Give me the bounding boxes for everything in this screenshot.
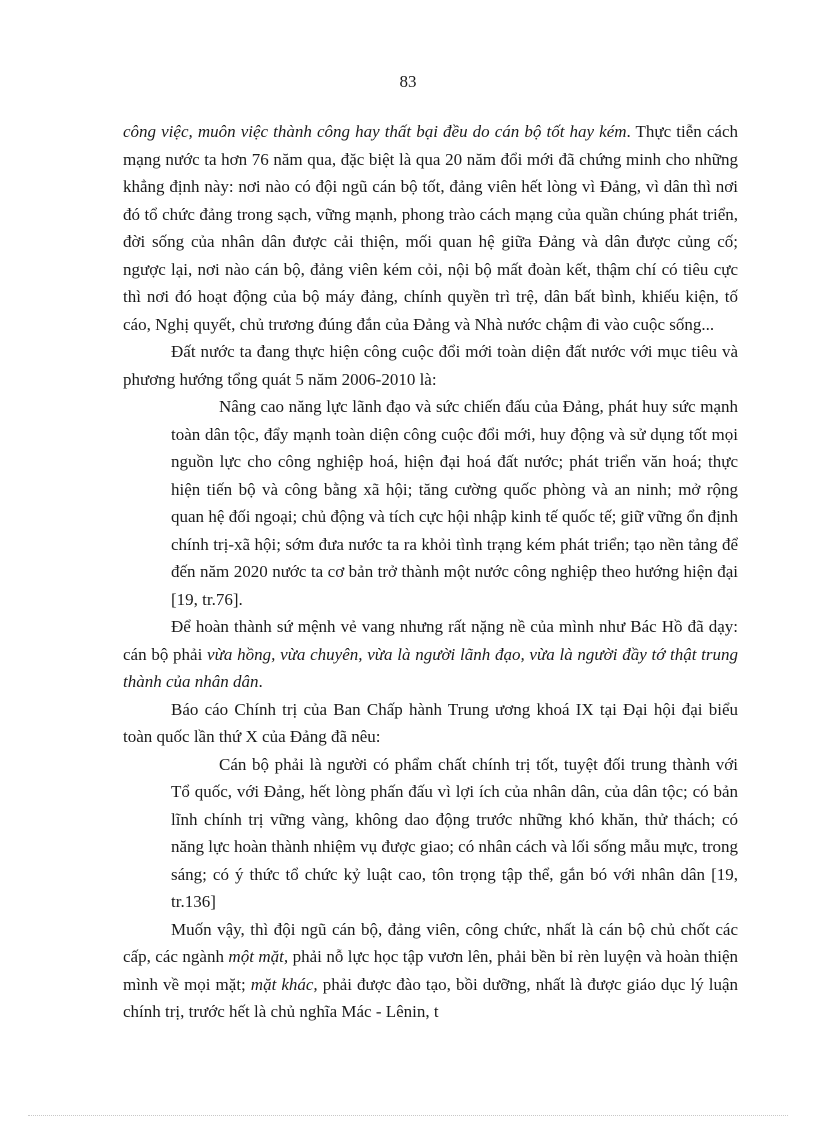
paragraph-1-text: . Thực tiễn cách mạng nước ta hơn 76 năm qua, đặc biệt là qua 20 năm đổi mới đã chứng minh cho những khẳng định này: nơi nào có đội ngũ cán bộ tốt, đảng viên hết lòng vì Đảng, vì dân thì nơi đó tổ chức đảng trong sạch, vững mạnh, phong trào cách mạng của quần chúng phát triển, đời sống của nhân dân được cải thiện, mối quan hệ giữa Đảng và dân được củng cố; ngược lại, nơi nào cán bộ, đảng viên kém cỏi, nội bộ mất đoàn kết, thậm chí có tiêu cực thì nơi đó hoạt động của bộ máy đảng, chính quyền trì trệ, dân bất bình, khiếu kiện, tố cáo, Nghị quyết, chủ trương đúng đắn của Đảng và Nhà nước chậm đi vào cuộc sống... xyxy=(123,122,738,334)
block-quote-2 xyxy=(123,751,738,916)
paragraph-3-text-c: . xyxy=(258,672,263,691)
paragraph-5-text-a: Muốn vậy, thì đội ngũ cán bộ, đảng viên, công chức, nhất là cán bộ chủ chốt các cấp, các ngành xyxy=(123,919,738,966)
document-body xyxy=(123,118,738,1026)
quote-1-text: Nâng cao năng lực lãnh đạo và sức chiến đấu của Đảng, phát huy sức mạnh toàn dân tộc, đẩy mạnh toàn diện công cuộc đổi mới, huy động và sử dụng tốt mọi nguồn lực cho công nghiệp hoá, hiện đại hoá đất nước; phát triển văn hoá; thực hiện tiến bộ và công bằng xã hội; tăng cường quốc phòng và an ninh; mở rộng quan hệ đối ngoại; chủ động và tích cực hội nhập kinh tế quốc tế; giữ vững ổn định chính trị-xã hội; sớm đưa nước ta ra khỏi tình trạng kém phát triển; tạo nền tảng để đến năm 2020 nước ta cơ bản trở thành một nước công nghiệp theo hướng hiện đại [19, tr.76]. xyxy=(171,397,738,609)
page-bottom-rule xyxy=(28,1115,788,1116)
paragraph-5-text-e: phải được đào tạo, bồi dưỡng, nhất là được giáo dục lý luận chính trị, trước hết là chủ nghĩa Mác - Lênin, t xyxy=(123,974,739,1021)
paragraph-5-italic-2: mặt khác, xyxy=(250,974,318,994)
page-number: 83 xyxy=(399,72,417,91)
paragraph-5-italic-1: một mặt, xyxy=(228,947,289,966)
paragraph-1 xyxy=(123,118,738,338)
paragraph-2: Đất nước ta đang thực hiện công cuộc đổi mới toàn diện đất nước với mục tiêu và phương hướng tổng quát 5 năm 2006-2010 là: xyxy=(123,342,738,389)
paragraph-3 xyxy=(123,613,738,696)
block-quote-1 xyxy=(123,393,738,613)
paragraph-5 xyxy=(123,916,738,1026)
paragraph-4: Báo cáo Chính trị của Ban Chấp hành Trung ương khoá IX tại Đại hội đại biểu toàn quốc lần thứ X của Đảng đã nêu: xyxy=(123,699,738,746)
paragraph-1-italic: công việc, muôn việc thành công hay thất bại đều do cán bộ tốt hay kém xyxy=(123,122,627,141)
paragraph-3-italic: vừa hồng, vừa chuyên, vừa là người lãnh đạo, vừa là người đầy tớ thật trung thành của nhân dân xyxy=(123,644,739,691)
paragraph-5-text-c: phải nỗ lực học tập vươn lên, phải bền bỉ rèn luyện và hoàn thiện mình về mọi mặt; xyxy=(123,947,738,994)
quote-2-text: Cán bộ phải là người có phẩm chất chính trị tốt, tuyệt đối trung thành với Tổ quốc, với Đảng, hết lòng phấn đấu vì lợi ích của nhân dân, của dân tộc; có bản lĩnh chính trị vững vàng, không dao động trước những khó khăn, thử thách; có năng lực hoàn thành nhiệm vụ được giao; có nhân cách và lối sống mẫu mực, trong sáng; có ý thức tổ chức kỷ luật cao, tôn trọng tập thể, gắn bó với nhân dân [19, tr.136] xyxy=(171,754,738,911)
paragraph-3-text-a: Để hoàn thành sứ mệnh vẻ vang nhưng rất nặng nề của mình như Bác Hồ đã dạy: cán bộ phải xyxy=(123,617,738,664)
